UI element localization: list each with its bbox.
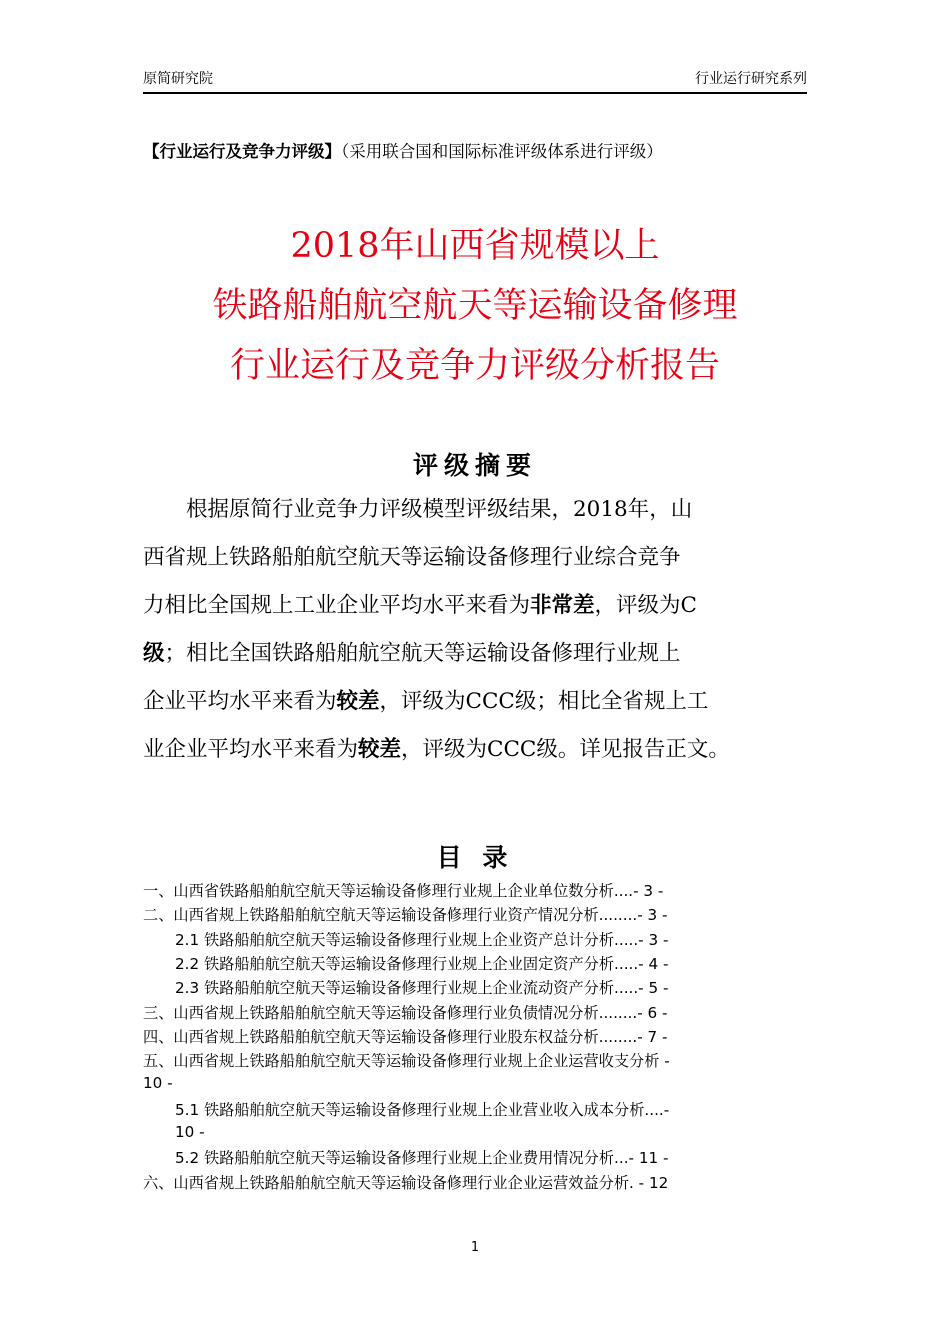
page-number: 1 [470, 1240, 480, 1255]
summary-text: 西省规上铁路船舶航空航天等运输设备修理行业综合竞争 [143, 545, 681, 570]
toc-heading: 目 录 [436, 843, 514, 872]
emphasis-text: 较差 [336, 689, 380, 714]
tagline-bold: 【行业运行及竞争力评级】 [143, 142, 341, 161]
summary-text: ，评级为CCC级。详见报告正文。 [401, 737, 730, 762]
publisher-name: 原简研究院 [143, 71, 213, 87]
summary-text: ；相比全国铁路船舶航空航天等运输设备修理行业规上 [164, 641, 681, 666]
summary-text: ，评级为CCC级；相比全省规上工 [379, 689, 709, 714]
series-name: 行业运行研究系列 [695, 71, 807, 87]
summary-line [143, 492, 692, 523]
toc-entry[interactable]: 2.3 铁路船舶航空航天等运输设备修理行业规上企业流动资产分析.....- 5 - [175, 979, 669, 998]
toc-entry[interactable]: 10 - [143, 1074, 173, 1093]
report-title-line-3: 行业运行及竞争力评级分析报告 [229, 346, 720, 386]
emphasis-text: 级 [143, 641, 165, 666]
summary-line [143, 684, 708, 715]
toc-entry[interactable]: 10 - [175, 1123, 205, 1141]
toc-entry[interactable]: 2.2 铁路船舶航空航天等运输设备修理行业规上企业固定资产分析.....- 4 - [175, 954, 669, 973]
report-title-line-2: 铁路船舶航空航天等运输设备修理 [212, 286, 738, 326]
summary-line [143, 588, 697, 619]
toc-entry[interactable]: 五、山西省规上铁路船舶航空航天等运输设备修理行业规上企业运营收支分析 - [143, 1052, 670, 1071]
summary-heading: 评级摘要 [412, 451, 537, 480]
toc-entry[interactable]: 一、山西省铁路船舶航空航天等运输设备修理行业规上企业单位数分析....- 3 - [143, 882, 664, 900]
toc-entry[interactable]: 2.1 铁路船舶航空航天等运输设备修理行业规上企业资产总计分析.....- 3 - [175, 930, 669, 949]
page-header [143, 66, 807, 94]
toc-entry[interactable]: 5.2 铁路船舶航空航天等运输设备修理行业规上企业费用情况分析...- 11 - [175, 1149, 669, 1168]
rating-tagline [143, 138, 813, 162]
emphasis-text: 非常差 [530, 593, 595, 618]
tagline-note: （采用联合国和国际标准评级体系进行评级） [341, 142, 663, 161]
emphasis-text: 较差 [358, 737, 402, 762]
summary-line [143, 636, 681, 667]
toc-entry[interactable]: 四、山西省规上铁路船舶航空航天等运输设备修理行业股东权益分析........- 7 - [143, 1027, 668, 1046]
summary-text: 根据原简行业竞争力评级模型评级结果，2018年，山 [143, 497, 693, 522]
toc-entry[interactable]: 六、山西省规上铁路船舶航空航天等运输设备修理行业企业运营效益分析. - 12 [143, 1173, 669, 1192]
summary-text: 力相比全国规上工业企业平均水平来看为 [143, 593, 531, 618]
summary-text: ，评级为C [594, 593, 697, 618]
report-title-line-1: 2018年山西省规模以上 [290, 226, 660, 266]
toc-entry[interactable]: 5.1 铁路船舶航空航天等运输设备修理行业规上企业营业收入成本分析....- [175, 1100, 670, 1119]
summary-text: 企业平均水平来看为 [143, 689, 337, 714]
summary-line [143, 540, 681, 571]
toc-entry[interactable]: 三、山西省规上铁路船舶航空航天等运输设备修理行业负债情况分析........- 6 - [143, 1003, 668, 1022]
toc-entry[interactable]: 二、山西省规上铁路船舶航空航天等运输设备修理行业资产情况分析........- 3 - [143, 906, 668, 925]
summary-line [143, 732, 730, 763]
summary-text: 业企业平均水平来看为 [143, 737, 359, 762]
